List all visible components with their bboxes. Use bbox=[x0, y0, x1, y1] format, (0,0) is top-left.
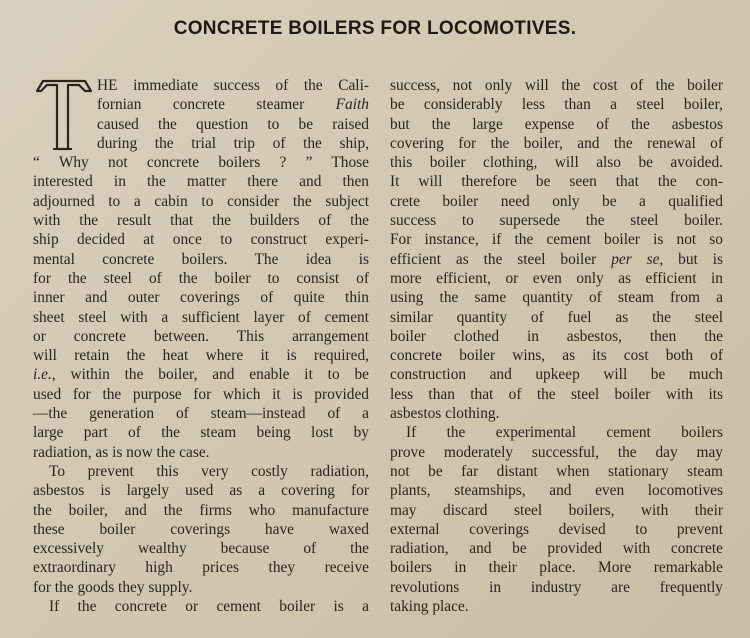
article-title: CONCRETE BOILERS FOR LOCOMOTIVES. bbox=[173, 18, 577, 39]
text-line: construction and upkeep will be much bbox=[390, 366, 723, 384]
text-line: using the same quantity of steam from a bbox=[390, 289, 723, 307]
text-line: asbestos is largely used as a covering for bbox=[33, 482, 369, 500]
text-line: radiation, as is now the case. bbox=[33, 443, 210, 461]
text-line: be considerably less than a steel boiler, bbox=[390, 96, 723, 114]
drop-cap-t bbox=[33, 77, 95, 153]
text-line: used for the purpose for which it is provided bbox=[33, 385, 369, 403]
text-line: boiler clothed in asbestos, then the bbox=[390, 327, 723, 345]
text-line: this boiler clothing, will also be avoided. bbox=[390, 154, 723, 172]
text-line: taking place. bbox=[390, 598, 469, 616]
text-line: external coverings devised to prevent bbox=[390, 520, 723, 538]
text-line: extraordinary high prices they receive bbox=[33, 559, 369, 577]
text-line: mental concrete boilers. The idea is bbox=[33, 250, 369, 268]
text-line: It will therefore be seen that the con- bbox=[390, 173, 723, 191]
text-line: If the concrete or cement boiler is a bbox=[49, 598, 369, 616]
text-line: more efficient, or even only as efficient in bbox=[390, 269, 723, 287]
text-line: success to supersede the steel boiler. bbox=[390, 212, 723, 230]
text-line: for the goods they supply. bbox=[33, 578, 193, 596]
italic-text: per se bbox=[611, 250, 660, 268]
text-line: i.e., within the boiler, and enable it to be bbox=[33, 366, 369, 384]
text-line: but the large expense of the asbestos bbox=[390, 115, 723, 133]
text-line: To prevent this very costly radiation, bbox=[49, 462, 369, 480]
text-line: excessively wealthy because of the bbox=[33, 540, 369, 558]
text-line: or concrete between. This arrangement bbox=[33, 327, 369, 345]
text-line: inner and outer coverings of quite thin bbox=[33, 289, 369, 307]
text-line: If the experimental cement boilers bbox=[406, 424, 723, 442]
text-line: boilers in their place. More remarkable bbox=[390, 559, 723, 577]
text-line: these boiler coverings have waxed bbox=[33, 520, 369, 538]
text-line: less than that of the steel boiler with its bbox=[390, 385, 723, 403]
text-line: covering for the boiler, and the renewal of bbox=[390, 134, 723, 152]
text-line: HE immediate success of the Cali- bbox=[97, 77, 369, 94]
italic-text: Faith bbox=[335, 96, 369, 114]
text-line: For instance, if the cement boiler is not so bbox=[390, 231, 723, 249]
text-line: fornian concrete steamer Faith bbox=[97, 96, 369, 114]
text-line: radiation, and be provided with concrete bbox=[390, 540, 723, 558]
article-column-left bbox=[33, 76, 369, 616]
text-line: plants, steamships, and even locomotives bbox=[390, 482, 723, 500]
text-line: ship decided at once to construct experi- bbox=[33, 231, 369, 249]
text-line: caused the question to be raised bbox=[97, 115, 369, 133]
text-line: asbestos clothing. bbox=[390, 405, 500, 423]
text-line: concrete boiler wins, as its cost both of bbox=[390, 347, 723, 365]
text-line: may discard steel boilers, with their bbox=[390, 501, 723, 519]
text-line: with the result that the builders of the bbox=[33, 212, 369, 230]
text-line: the boiler, and the firms who manufacture bbox=[33, 501, 369, 519]
text-line: during the trial trip of the ship, bbox=[97, 134, 369, 152]
text-line: adjourned to a cabin to consider the subject bbox=[33, 192, 369, 210]
text-line: similar quantity of fuel as the steel bbox=[390, 308, 723, 326]
text-line: “ Why not concrete boilers ? ” Those bbox=[33, 154, 369, 172]
article-column-right bbox=[390, 76, 723, 616]
text-line: large part of the steam being lost by bbox=[33, 424, 369, 442]
text-line: sheet steel with a sufficient layer of cement bbox=[33, 308, 369, 326]
text-line: for the steel of the boiler to consist of bbox=[33, 269, 369, 287]
text-line: interested in the matter there and then bbox=[33, 173, 369, 191]
text-line: not be far distant when stationary steam bbox=[390, 462, 723, 480]
text-line: efficient as the steel boiler per se, but is bbox=[390, 250, 723, 268]
italic-text: i.e. bbox=[33, 366, 52, 384]
text-line: —the generation of steam—instead of a bbox=[33, 405, 369, 423]
text-line: success, not only will the cost of the boiler bbox=[390, 77, 723, 94]
text-line: crete boiler need only be a qualified bbox=[390, 192, 723, 210]
text-line: prove moderately successful, the day may bbox=[390, 443, 723, 461]
text-line: revolutions in industry are frequently bbox=[390, 578, 723, 596]
text-line: will retain the heat where it is required, bbox=[33, 347, 369, 365]
